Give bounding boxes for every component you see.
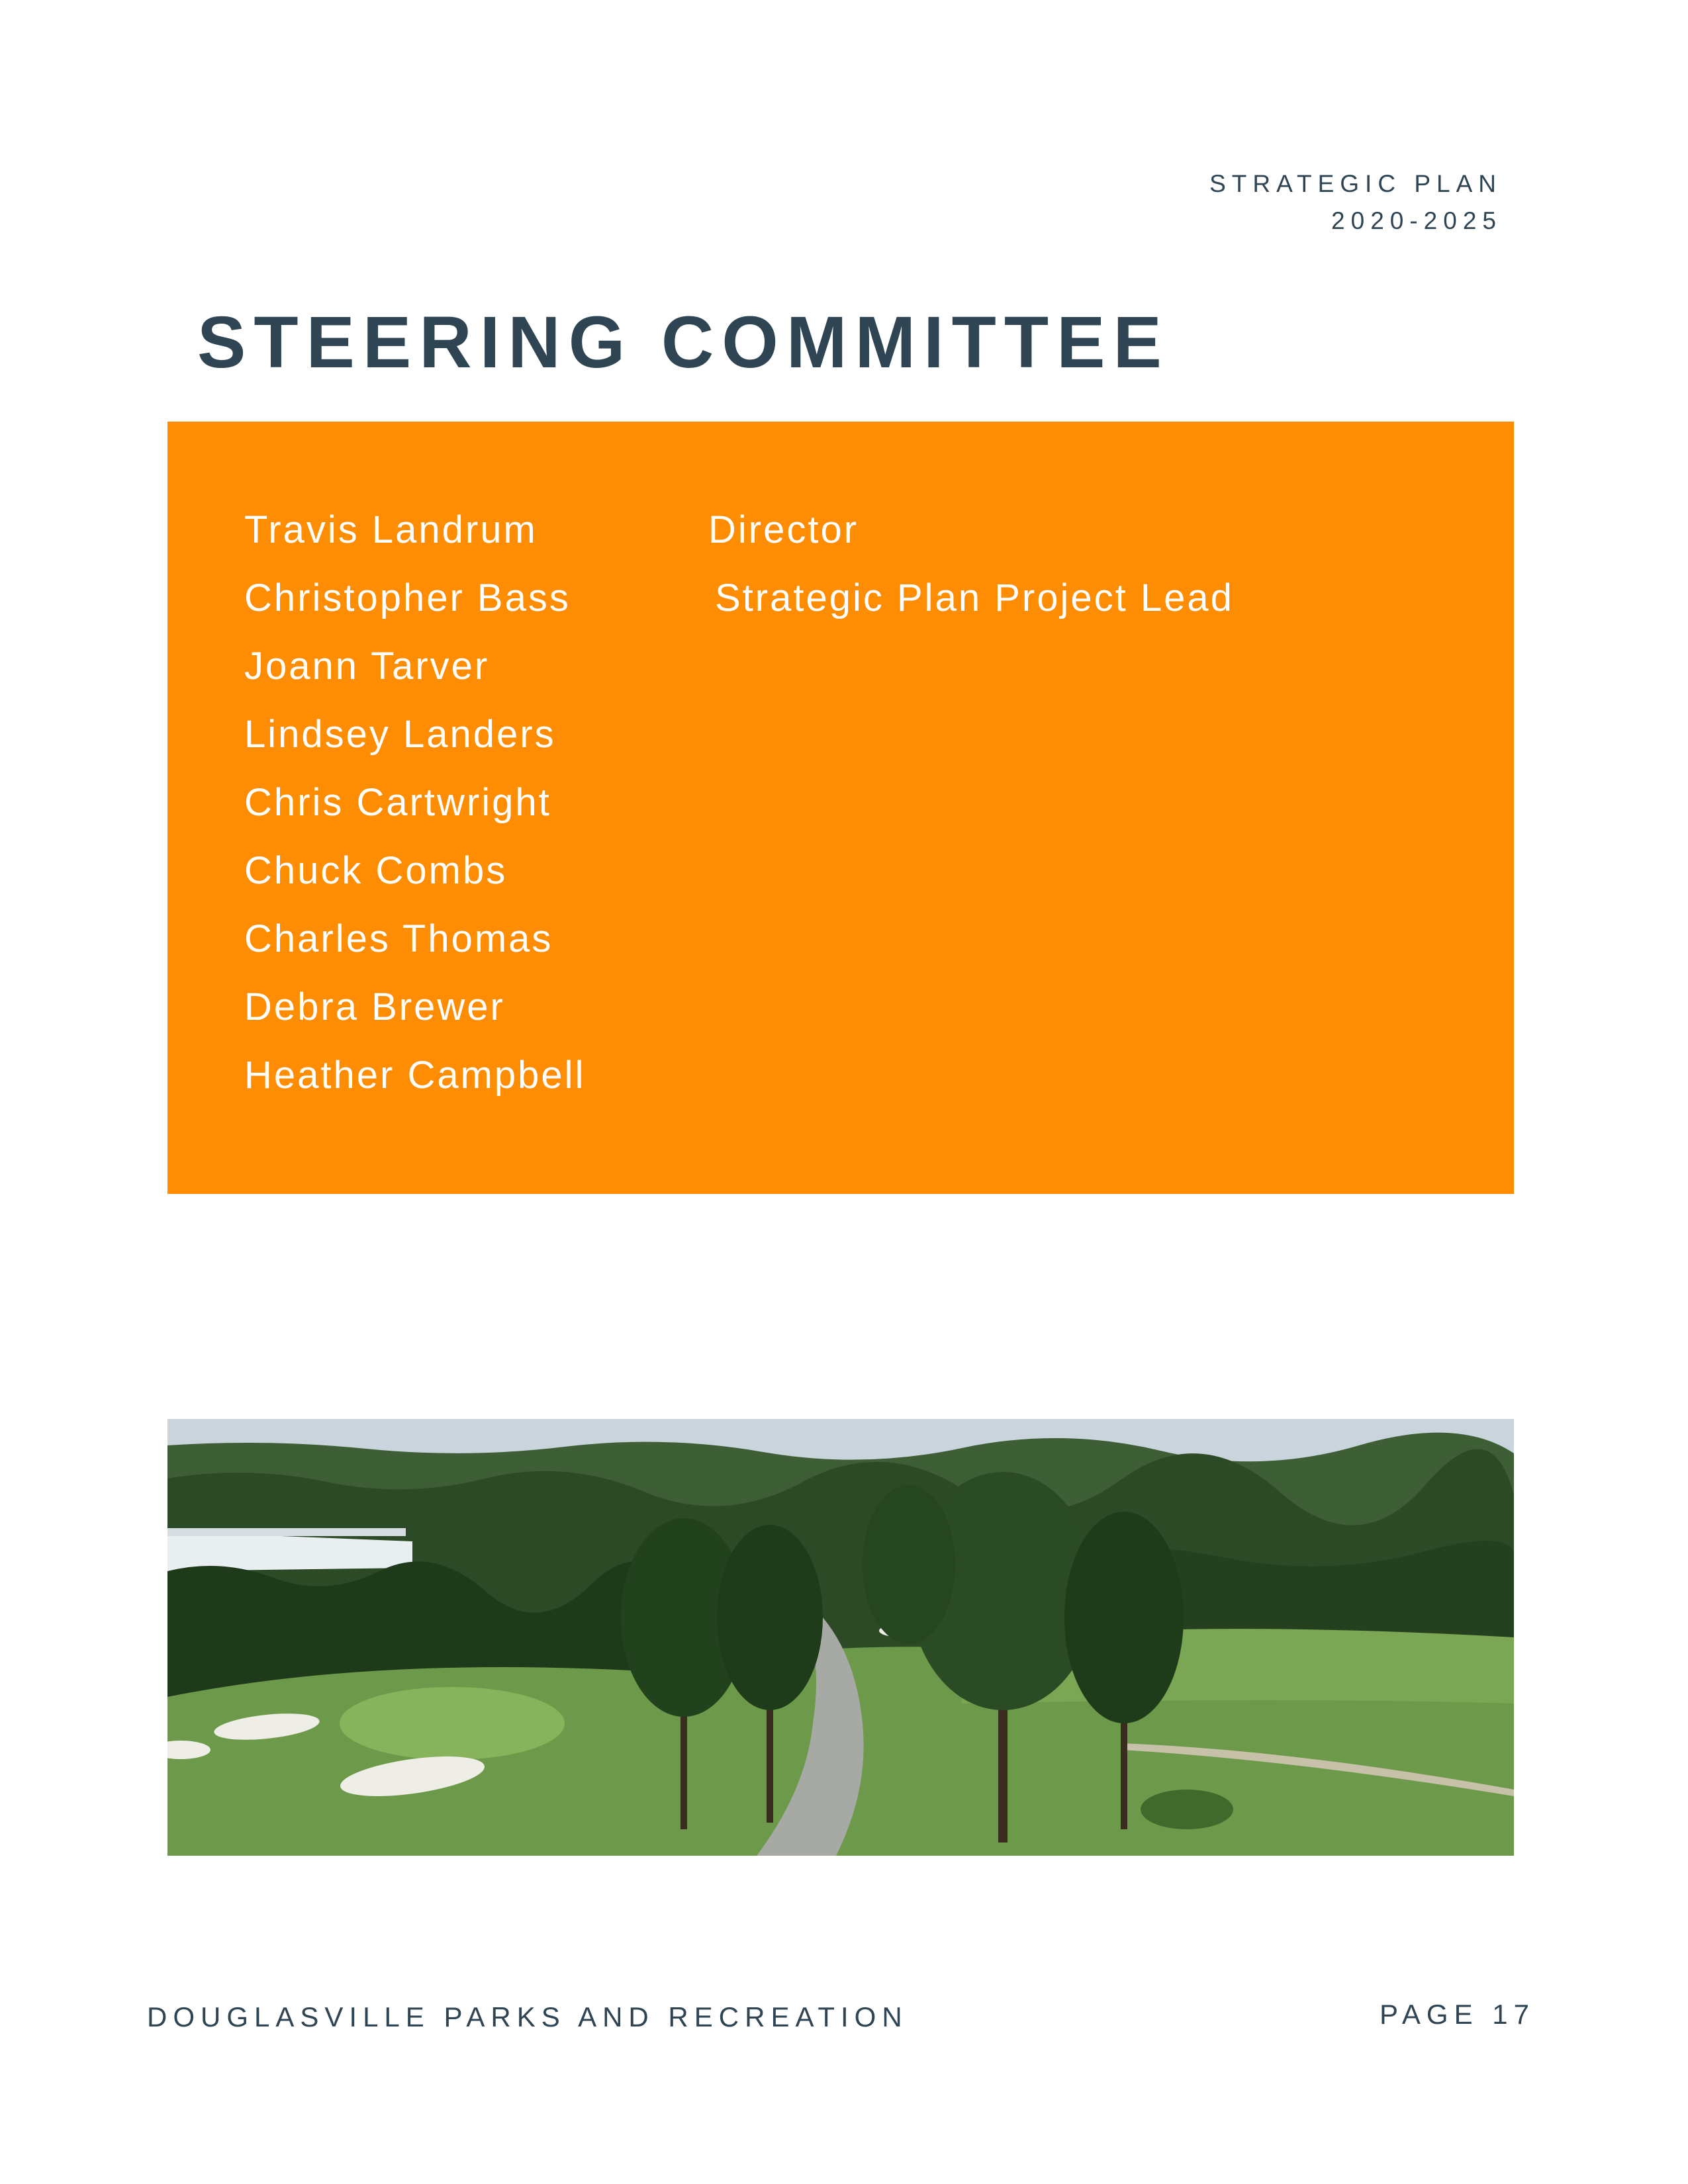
member-name: Joann Tarver [244,645,490,688]
member-name: Heather Campbell [244,1054,586,1097]
document-years: 2020-2025 [1331,207,1502,234]
member-name: Travis Landrum [244,508,538,551]
member-name: Chris Cartwright [244,781,551,824]
member-role: Director [708,508,859,551]
member-role: Strategic Plan Project Lead [715,576,1234,619]
member-name: Charles Thomas [244,917,553,960]
document-header [1209,165,1502,240]
member-name: Lindsey Landers [244,713,556,756]
member-name: Chuck Combs [244,849,508,892]
footer-organization: DOUGLASVILLE PARKS AND RECREATION [147,2001,908,2032]
member-name: Christopher Bass [244,576,571,619]
document-title: STRATEGIC PLAN [1209,170,1502,197]
golf-course-photo [167,1419,1514,1856]
page-title: STEERING COMMITTEE [197,302,1170,383]
member-name: Debra Brewer [244,985,505,1028]
page-number: PAGE 17 [1380,1999,1535,2030]
committee-panel [167,422,1514,1194]
